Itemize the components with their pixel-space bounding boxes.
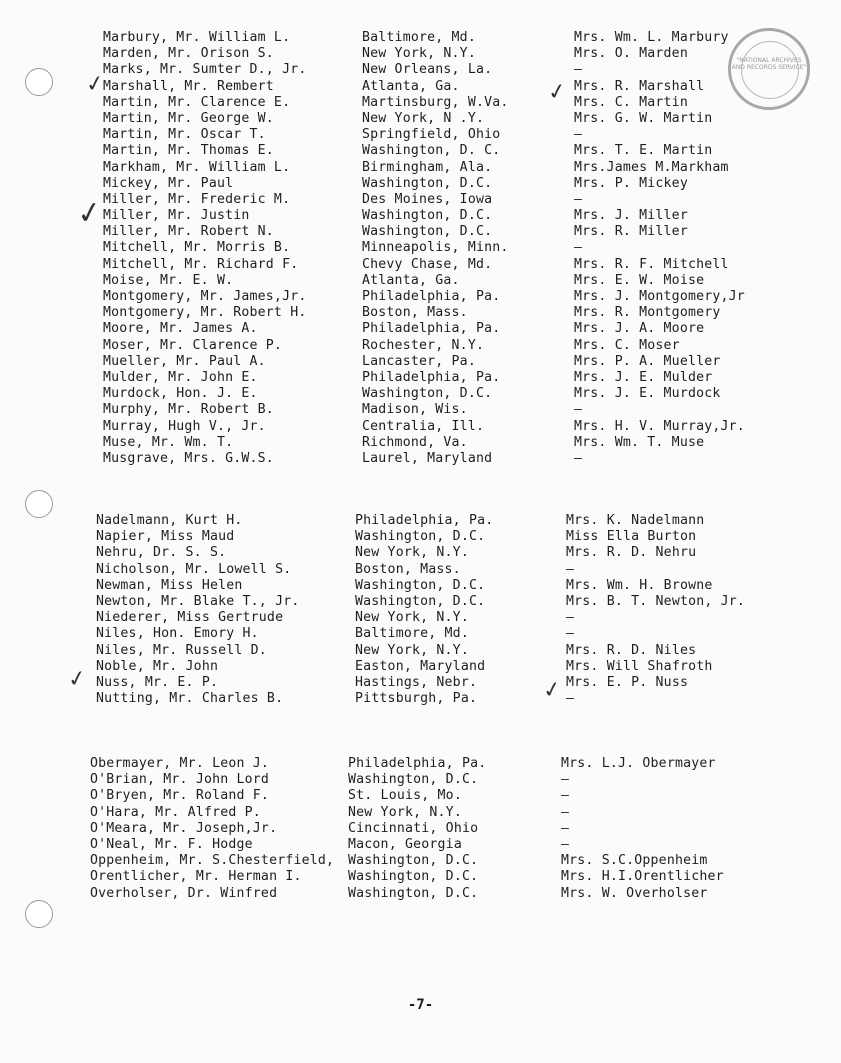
member-name: Mickey, Mr. Paul [103, 175, 234, 191]
checkmark-icon: ✓ [545, 78, 569, 107]
member-name: Nadelmann, Kurt H. [96, 513, 243, 528]
table-row [0, 869, 841, 885]
listing-section-n [0, 513, 841, 707]
spouse-name: – [574, 240, 583, 256]
member-city: Chevy Chase, Md. [362, 256, 493, 272]
spouse-name: Mrs. J. Montgomery,Jr [574, 289, 745, 304]
table-row [0, 257, 841, 273]
member-city: Laurel, Maryland [362, 450, 493, 466]
member-city: Minneapolis, Minn. [362, 240, 509, 256]
spouse-name: Mrs. K. Nadelmann [566, 513, 705, 528]
member-name: Nutting, Mr. Charles B. [96, 691, 284, 707]
table-row [0, 338, 841, 354]
table-row [0, 788, 841, 804]
table-row [0, 321, 841, 337]
spouse-name: – [574, 127, 583, 143]
table-row [0, 160, 841, 176]
listing-section-m [0, 30, 841, 467]
table-row [0, 675, 841, 691]
member-name: Marbury, Mr. William L. [103, 30, 291, 45]
spouse-name: – [561, 772, 570, 788]
member-city: Philadelphia, Pa. [355, 513, 494, 528]
table-row [0, 545, 841, 561]
table-row [0, 610, 841, 626]
checkmark-icon: ✓ [83, 70, 107, 99]
member-name: Miller, Mr. Robert N. [103, 224, 274, 240]
table-row [0, 643, 841, 659]
member-name: Markham, Mr. William L. [103, 159, 291, 175]
spouse-name: Mrs. H. V. Murray,Jr. [574, 418, 745, 434]
member-name: Niles, Hon. Emory H. [96, 626, 259, 642]
table-row [0, 208, 841, 224]
spouse-name: – [566, 610, 575, 626]
spouse-name: Mrs. R. Marshall [574, 78, 705, 94]
member-name: Martin, Mr. Clarence E. [103, 94, 291, 110]
member-name: Mulder, Mr. John E. [103, 369, 258, 385]
member-city: New York, N.Y. [362, 46, 476, 62]
member-name: Musgrave, Mrs. G.W.S. [103, 450, 274, 466]
member-name: Niederer, Miss Gertrude [96, 610, 284, 626]
table-row [0, 30, 841, 46]
table-row [0, 451, 841, 467]
member-name: Overholser, Dr. Winfred [90, 885, 278, 901]
spouse-name: Mrs. T. E. Martin [574, 143, 713, 159]
table-row [0, 562, 841, 578]
member-name: Montgomery, Mr. Robert H. [103, 305, 307, 321]
spouse-name: Mrs. J. E. Mulder [574, 369, 713, 385]
spouse-name: Mrs. C. Martin [574, 94, 688, 110]
spouse-name: – [566, 626, 575, 642]
listing-section-o [0, 756, 841, 902]
member-name: Mitchell, Mr. Richard F. [103, 256, 299, 272]
member-city: New York, N.Y. [355, 610, 469, 626]
member-city: Boston, Mass. [362, 305, 468, 321]
member-name: O'Hara, Mr. Alfred P. [90, 804, 261, 820]
member-city: St. Louis, Mo. [348, 788, 462, 804]
table-row [0, 111, 841, 127]
table-row [0, 79, 841, 95]
spouse-name: Mrs. P. Mickey [574, 175, 688, 191]
member-name: Mueller, Mr. Paul A. [103, 353, 266, 369]
table-row [0, 419, 841, 435]
member-city: New York, N .Y. [362, 110, 485, 126]
spouse-name: – [574, 191, 583, 207]
spouse-name: – [566, 691, 575, 707]
member-name: Mitchell, Mr. Morris B. [103, 240, 291, 256]
member-city: New Orleans, La. [362, 62, 493, 78]
spouse-name: Mrs. R. D. Niles [566, 642, 697, 658]
member-city: Washington, D.C. [362, 208, 493, 224]
spouse-name: – [561, 836, 570, 852]
spouse-name: Mrs. Wm. L. Marbury [574, 30, 729, 45]
member-city: Richmond, Va. [362, 434, 468, 450]
member-city: Atlanta, Ga. [362, 272, 460, 288]
member-city: Washington, D.C. [348, 869, 479, 885]
member-city: Philadelphia, Pa. [362, 321, 501, 337]
member-name: Obermayer, Mr. Leon J. [90, 756, 270, 771]
member-city: Washington, D.C. [362, 224, 493, 240]
member-city: Washington, D.C. [355, 577, 486, 593]
member-city: Birmingham, Ala. [362, 159, 493, 175]
member-city: Philadelphia, Pa. [362, 369, 501, 385]
member-name: Murray, Hugh V., Jr. [103, 418, 266, 434]
table-row [0, 402, 841, 418]
member-city: Centralia, Ill. [362, 418, 485, 434]
member-name: Nuss, Mr. E. P. [96, 674, 219, 690]
member-city: Des Moines, Iowa [362, 191, 493, 207]
spouse-name: – [561, 788, 570, 804]
spouse-name: – [574, 450, 583, 466]
spouse-name: Mrs. R. D. Nehru [566, 545, 697, 561]
table-row [0, 853, 841, 869]
member-city: Washington, D. C. [362, 143, 501, 159]
spouse-name: Mrs. Wm. T. Muse [574, 434, 705, 450]
member-name: Niles, Mr. Russell D. [96, 642, 267, 658]
member-name: O'Brian, Mr. John Lord [90, 772, 270, 788]
member-city: Washington, D.C. [348, 853, 479, 869]
member-name: Moise, Mr. E. W. [103, 272, 234, 288]
member-name: Napier, Miss Maud [96, 529, 235, 545]
spouse-name: Mrs. P. A. Mueller [574, 353, 721, 369]
spouse-name: Mrs. R. Miller [574, 224, 688, 240]
table-row [0, 659, 841, 675]
table-row [0, 192, 841, 208]
table-row [0, 127, 841, 143]
spouse-name: – [574, 62, 583, 78]
member-city: Easton, Maryland [355, 658, 486, 674]
member-city: Baltimore, Md. [362, 30, 476, 45]
member-city: Madison, Wis. [362, 402, 468, 418]
table-row [0, 513, 841, 529]
member-name: O'Bryen, Mr. Roland F. [90, 788, 270, 804]
table-row [0, 240, 841, 256]
spouse-name: – [566, 561, 575, 577]
member-city: Washington, D.C. [348, 772, 479, 788]
table-row [0, 176, 841, 192]
member-name: Martin, Mr. Oscar T. [103, 127, 266, 143]
spouse-name: Mrs. Will Shafroth [566, 658, 713, 674]
spouse-name: Mrs. L.J. Obermayer [561, 756, 716, 771]
table-row [0, 354, 841, 370]
table-row [0, 435, 841, 451]
checkmark-icon: ✓ [65, 665, 89, 694]
member-name: Moser, Mr. Clarence P. [103, 337, 283, 353]
checkmark-icon: ✓ [74, 194, 105, 233]
spouse-name: – [561, 804, 570, 820]
spouse-name: Mrs. C. Moser [574, 337, 680, 353]
member-city: Washington, D.C. [362, 175, 493, 191]
member-city: Cincinnati, Ohio [348, 820, 479, 836]
spouse-name: Mrs. J. A. Moore [574, 321, 705, 337]
spouse-name: – [561, 820, 570, 836]
member-name: Martin, Mr. Thomas E. [103, 143, 274, 159]
member-name: Miller, Mr. Frederic M. [103, 191, 291, 207]
table-row [0, 46, 841, 62]
member-city: Atlanta, Ga. [362, 78, 460, 94]
table-row [0, 224, 841, 240]
member-name: Orentlicher, Mr. Herman I. [90, 869, 302, 885]
checkmark-icon: ✓ [540, 676, 564, 705]
member-name: Murphy, Mr. Robert B. [103, 402, 274, 418]
spouse-name: Mrs. J. E. Murdock [574, 386, 721, 402]
spouse-name: Mrs. E. P. Nuss [566, 674, 689, 690]
table-row [0, 821, 841, 837]
table-row [0, 626, 841, 642]
table-row [0, 386, 841, 402]
member-name: Oppenheim, Mr. S.Chesterfield, [90, 853, 335, 869]
member-city: Rochester, N.Y. [362, 337, 485, 353]
member-name: Newman, Miss Helen [96, 577, 243, 593]
member-name: Newton, Mr. Blake T., Jr. [96, 593, 300, 609]
spouse-name: Mrs. O. Marden [574, 46, 688, 62]
table-row [0, 756, 841, 772]
table-row [0, 143, 841, 159]
spouse-name: Mrs. H.I.Orentlicher [561, 869, 724, 885]
spouse-name: Mrs. W. Overholser [561, 885, 708, 901]
spouse-name: Mrs. Wm. H. Browne [566, 577, 713, 593]
member-city: New York, N.Y. [355, 642, 469, 658]
member-city: Washington, D.C. [348, 885, 479, 901]
page-number: -7- [407, 997, 434, 1013]
table-row [0, 289, 841, 305]
member-name: Marks, Mr. Sumter D., Jr. [103, 62, 307, 78]
table-row [0, 886, 841, 902]
member-name: Montgomery, Mr. James,Jr. [103, 289, 307, 304]
member-city: Macon, Georgia [348, 836, 462, 852]
member-name: Muse, Mr. Wm. T. [103, 434, 234, 450]
member-city: Hastings, Nebr. [355, 674, 478, 690]
stamp-text: "NATIONAL ARCHIVES AND RECORDS SERVICE" [731, 57, 807, 71]
member-city: Boston, Mass. [355, 561, 461, 577]
member-city: Lancaster, Pa. [362, 353, 476, 369]
spouse-name: Mrs. R. Montgomery [574, 305, 721, 321]
table-row [0, 95, 841, 111]
spouse-name: Miss Ella Burton [566, 529, 697, 545]
member-name: Noble, Mr. John [96, 658, 219, 674]
spouse-name: Mrs. S.C.Oppenheim [561, 853, 708, 869]
member-city: Washington, D.C. [355, 529, 486, 545]
punch-hole [25, 900, 53, 928]
member-name: Nehru, Dr. S. S. [96, 545, 227, 561]
member-name: Martin, Mr. George W. [103, 110, 274, 126]
member-name: Nicholson, Mr. Lowell S. [96, 561, 292, 577]
member-city: Washington, D.C. [355, 593, 486, 609]
table-row [0, 62, 841, 78]
member-name: Marden, Mr. Orison S. [103, 46, 274, 62]
spouse-name: Mrs. E. W. Moise [574, 272, 705, 288]
table-row [0, 805, 841, 821]
member-city: New York, N.Y. [355, 545, 469, 561]
table-row [0, 273, 841, 289]
member-city: Baltimore, Md. [355, 626, 469, 642]
member-city: New York, N.Y. [348, 804, 462, 820]
member-city: Philadelphia, Pa. [348, 756, 487, 771]
member-city: Philadelphia, Pa. [362, 289, 501, 304]
member-name: Marshall, Mr. Rembert [103, 78, 274, 94]
table-row [0, 691, 841, 707]
table-row [0, 305, 841, 321]
spouse-name: Mrs. J. Miller [574, 208, 688, 224]
table-row [0, 578, 841, 594]
spouse-name: Mrs. G. W. Martin [574, 110, 713, 126]
member-city: Pittsburgh, Pa. [355, 691, 478, 707]
member-city: Springfield, Ohio [362, 127, 501, 143]
table-row [0, 370, 841, 386]
member-city: Martinsburg, W.Va. [362, 94, 509, 110]
table-row [0, 594, 841, 610]
spouse-name: Mrs. B. T. Newton, Jr. [566, 593, 746, 609]
table-row [0, 529, 841, 545]
member-name: Miller, Mr. Justin [103, 208, 250, 224]
member-name: Murdock, Hon. J. E. [103, 386, 258, 402]
member-name: O'Neal, Mr. F. Hodge [90, 836, 253, 852]
table-row [0, 772, 841, 788]
member-city: Washington, D.C. [362, 386, 493, 402]
spouse-name: Mrs. R. F. Mitchell [574, 256, 729, 272]
spouse-name: – [574, 402, 583, 418]
member-name: O'Meara, Mr. Joseph,Jr. [90, 820, 278, 836]
spouse-name: Mrs.James M.Markham [574, 159, 729, 175]
member-name: Moore, Mr. James A. [103, 321, 258, 337]
table-row [0, 837, 841, 853]
